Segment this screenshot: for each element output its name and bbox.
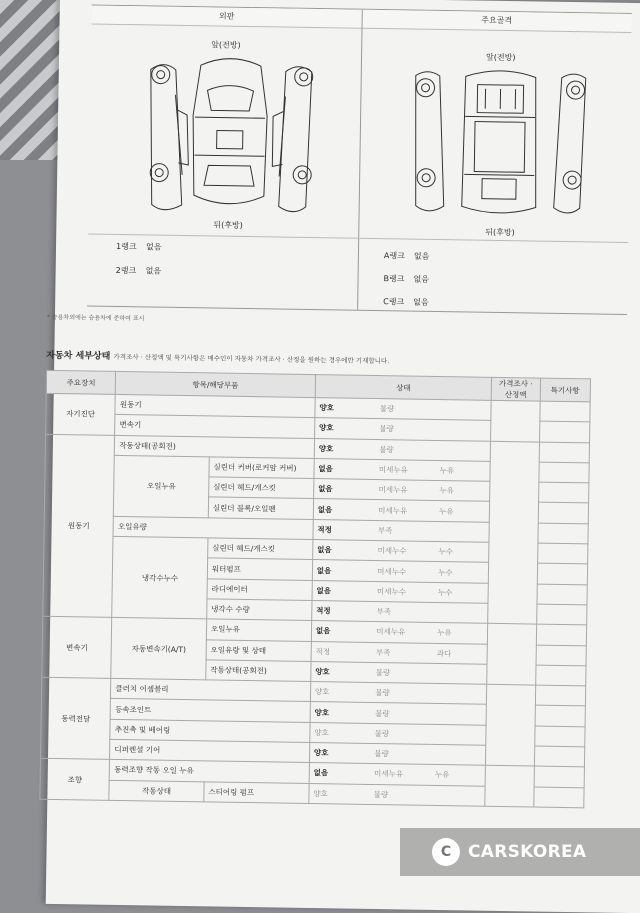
item-cell: 디퍼렌셜 기어: [110, 739, 310, 762]
status-option: 없음: [313, 479, 374, 500]
status-option: 적정: [312, 600, 373, 621]
item-cell: 작동상태(공회전): [206, 660, 311, 682]
item-cell: 라디에이터: [207, 579, 312, 601]
item-cell: 스티어링 펌프: [204, 781, 309, 803]
status-option: [433, 602, 488, 623]
item-cell: 냉각수 수량: [207, 599, 312, 621]
item-cell: 실린더 헤드/개스킷: [208, 477, 313, 499]
sub-item-cell: 오일누유: [114, 455, 209, 517]
status-option: [431, 724, 486, 745]
status-option: 미세누유: [374, 500, 435, 521]
item-cell: 동력조향 작동 오일 누유: [109, 760, 309, 783]
status-option: 없음: [314, 458, 375, 479]
rank-1-label: 1랭크: [116, 241, 137, 252]
status-option: 불량: [371, 703, 432, 724]
remarks-cell: [534, 726, 585, 747]
status-option: 불량: [371, 723, 432, 744]
remarks-cell: [536, 624, 587, 645]
status-option: [436, 440, 491, 461]
status-option: 불량: [376, 399, 437, 420]
status-option: 불량: [375, 419, 436, 440]
exterior-car-diagram: [134, 54, 326, 217]
status-option: 부족: [372, 601, 433, 622]
status-option: 누유: [435, 481, 490, 502]
item-cell: 실린더 커버(로커암 커버): [209, 457, 314, 479]
frame-car-diagram: [404, 65, 596, 218]
status-option: 불량: [371, 662, 432, 683]
status-option: 과다: [433, 643, 488, 664]
status-option: [431, 744, 486, 765]
rank-2-value: 없음: [146, 265, 162, 276]
status-option: 불량: [370, 744, 431, 765]
section-subtitle: 가격조사 · 산정액 및 특기사항은 매수인이 자동차 가격조사 · 산정을 원하는 경우에만 기재합니다.: [113, 353, 389, 365]
remarks-cell: [538, 462, 589, 483]
status-option: 양호: [309, 743, 370, 764]
status-option: 미세누유: [374, 480, 435, 501]
header-item: 항목/해당부품: [116, 371, 316, 397]
remarks-cell: [539, 442, 590, 463]
status-option: 미세누유: [375, 459, 436, 480]
price-cell: [487, 624, 536, 686]
status-option: 불량: [371, 683, 432, 704]
status-option: 불량: [370, 784, 431, 805]
item-cell: 실린더 헤드/개스킷: [207, 538, 312, 560]
remarks-cell: [535, 685, 586, 706]
item-cell: 작동상태(공회전): [115, 435, 315, 458]
remarks-cell: [536, 645, 587, 666]
rank-2-label: 2랭크: [116, 265, 137, 276]
status-option: 미세누유: [372, 622, 433, 643]
status-option: 적정: [311, 641, 372, 662]
status-option: 양호: [314, 438, 375, 459]
status-option: [432, 704, 487, 725]
sub-item-cell: 냉각수누수: [112, 536, 208, 619]
status-option: 부족: [372, 642, 433, 663]
status-option: 누수: [434, 582, 489, 603]
item-cell: 변속기: [115, 415, 315, 438]
remarks-cell: [535, 706, 586, 727]
status-option: 미세누수: [373, 541, 434, 562]
header-status: 상태: [315, 375, 492, 401]
rank-b-label: B랭크: [383, 273, 404, 284]
status-option: 양호: [310, 702, 371, 723]
rank-a-value: 없음: [414, 251, 430, 262]
status-option: 누유: [436, 460, 491, 481]
price-cell: [491, 400, 540, 441]
detail-status-table: [39, 370, 591, 808]
status-option: 누유: [433, 623, 488, 644]
rank-b-value: 없음: [413, 274, 429, 285]
remarks-cell: [534, 746, 585, 767]
sub-item-cell: 자동변속기(A/T): [111, 618, 206, 680]
right-front-label: 앞(전방): [486, 52, 516, 63]
device-group-cell: 자기진단: [46, 393, 116, 435]
status-option: 누유: [435, 501, 490, 522]
status-option: 양호: [314, 418, 375, 439]
status-option: 양호: [310, 682, 371, 703]
footnote: * 승용차외에는 승용차에 준하여 표시: [47, 312, 145, 323]
remarks-cell: [535, 665, 586, 686]
exterior-header: 외판: [92, 6, 362, 29]
status-option: 없음: [312, 540, 373, 561]
status-option: 누수: [434, 542, 489, 563]
item-cell: 실린더 블록/오일팬: [208, 497, 313, 519]
remarks-cell: [537, 523, 588, 544]
left-front-label: 앞(전방): [211, 39, 241, 50]
status-option: 없음: [309, 763, 370, 784]
remarks-cell: [539, 421, 590, 442]
carskorea-logo-icon: C: [432, 838, 460, 866]
item-cell: 오일유량: [113, 516, 313, 539]
remarks-cell: [539, 401, 590, 422]
status-option: 부족: [374, 520, 435, 541]
remarks-cell: [537, 543, 588, 564]
header-remarks: 특기사항: [540, 378, 591, 402]
remarks-cell: [536, 604, 587, 625]
header-price: 가격조사 · 산정액: [491, 377, 540, 401]
item-cell: 클러치 어셈블리: [111, 679, 311, 702]
remarks-cell: [537, 584, 588, 605]
rank-1-value: 없음: [146, 241, 162, 252]
section-title-text: 자동차 세부상태: [46, 351, 110, 362]
section-title: [46, 348, 389, 366]
status-option: 없음: [313, 499, 374, 520]
remarks-cell: [538, 482, 589, 503]
item-cell: 오일유량 및 상태: [206, 639, 311, 661]
status-option: [437, 399, 492, 420]
carskorea-watermark-text: CARSKOREA: [468, 842, 586, 862]
frame-header: 주요골격: [361, 10, 631, 33]
device-group-cell: 조향: [40, 759, 110, 801]
status-option: [435, 521, 490, 542]
sub-item-cell: 작동상태: [109, 780, 204, 802]
item-cell: 등속조인트: [110, 699, 310, 722]
remarks-cell: [538, 503, 589, 524]
status-option: [432, 684, 487, 705]
status-option: [432, 663, 487, 684]
status-option: [436, 420, 491, 441]
price-cell: [488, 441, 539, 624]
device-group-cell: 변속기: [42, 617, 112, 679]
status-option: 적정: [313, 519, 374, 540]
header-device: 주요장치: [46, 370, 116, 394]
remarks-cell: [533, 787, 584, 808]
status-option: 누수: [434, 562, 489, 583]
status-option: 양호: [309, 783, 370, 804]
status-option: 누유: [431, 765, 486, 786]
status-option: [430, 785, 485, 806]
status-option: 미세누수: [373, 581, 434, 602]
status-option: 없음: [311, 621, 372, 642]
remarks-cell: [534, 766, 585, 787]
rank-c-label: C랭크: [383, 296, 404, 307]
status-option: 양호: [311, 661, 372, 682]
status-option: 양호: [315, 398, 376, 419]
remarks-cell: [537, 563, 588, 584]
device-group-cell: 동력전달: [40, 677, 111, 759]
status-option: 양호: [310, 722, 371, 743]
item-cell: 오일누유: [206, 619, 311, 641]
left-back-label: 뒤(후방): [213, 219, 243, 230]
status-option: 미세누수: [373, 561, 434, 582]
rank-c-value: 없음: [413, 297, 429, 308]
rank-a-label: A랭크: [384, 250, 405, 261]
item-cell: 원동기: [115, 394, 315, 417]
device-group-cell: 원동기: [43, 434, 115, 618]
body-diagram-panel: [87, 5, 632, 315]
status-option: 없음: [312, 560, 373, 581]
item-cell: 워터펌프: [207, 558, 312, 580]
inspection-sheet: [46, 0, 640, 913]
price-cell: [485, 766, 534, 807]
right-back-label: 뒤(후방): [485, 227, 515, 238]
status-option: 미세누유: [370, 764, 431, 785]
status-option: 없음: [312, 580, 373, 601]
item-cell: 추진축 및 베어링: [110, 719, 310, 742]
carskorea-watermark: [400, 828, 640, 876]
price-cell: [486, 684, 536, 766]
status-option: 불량: [375, 439, 436, 460]
